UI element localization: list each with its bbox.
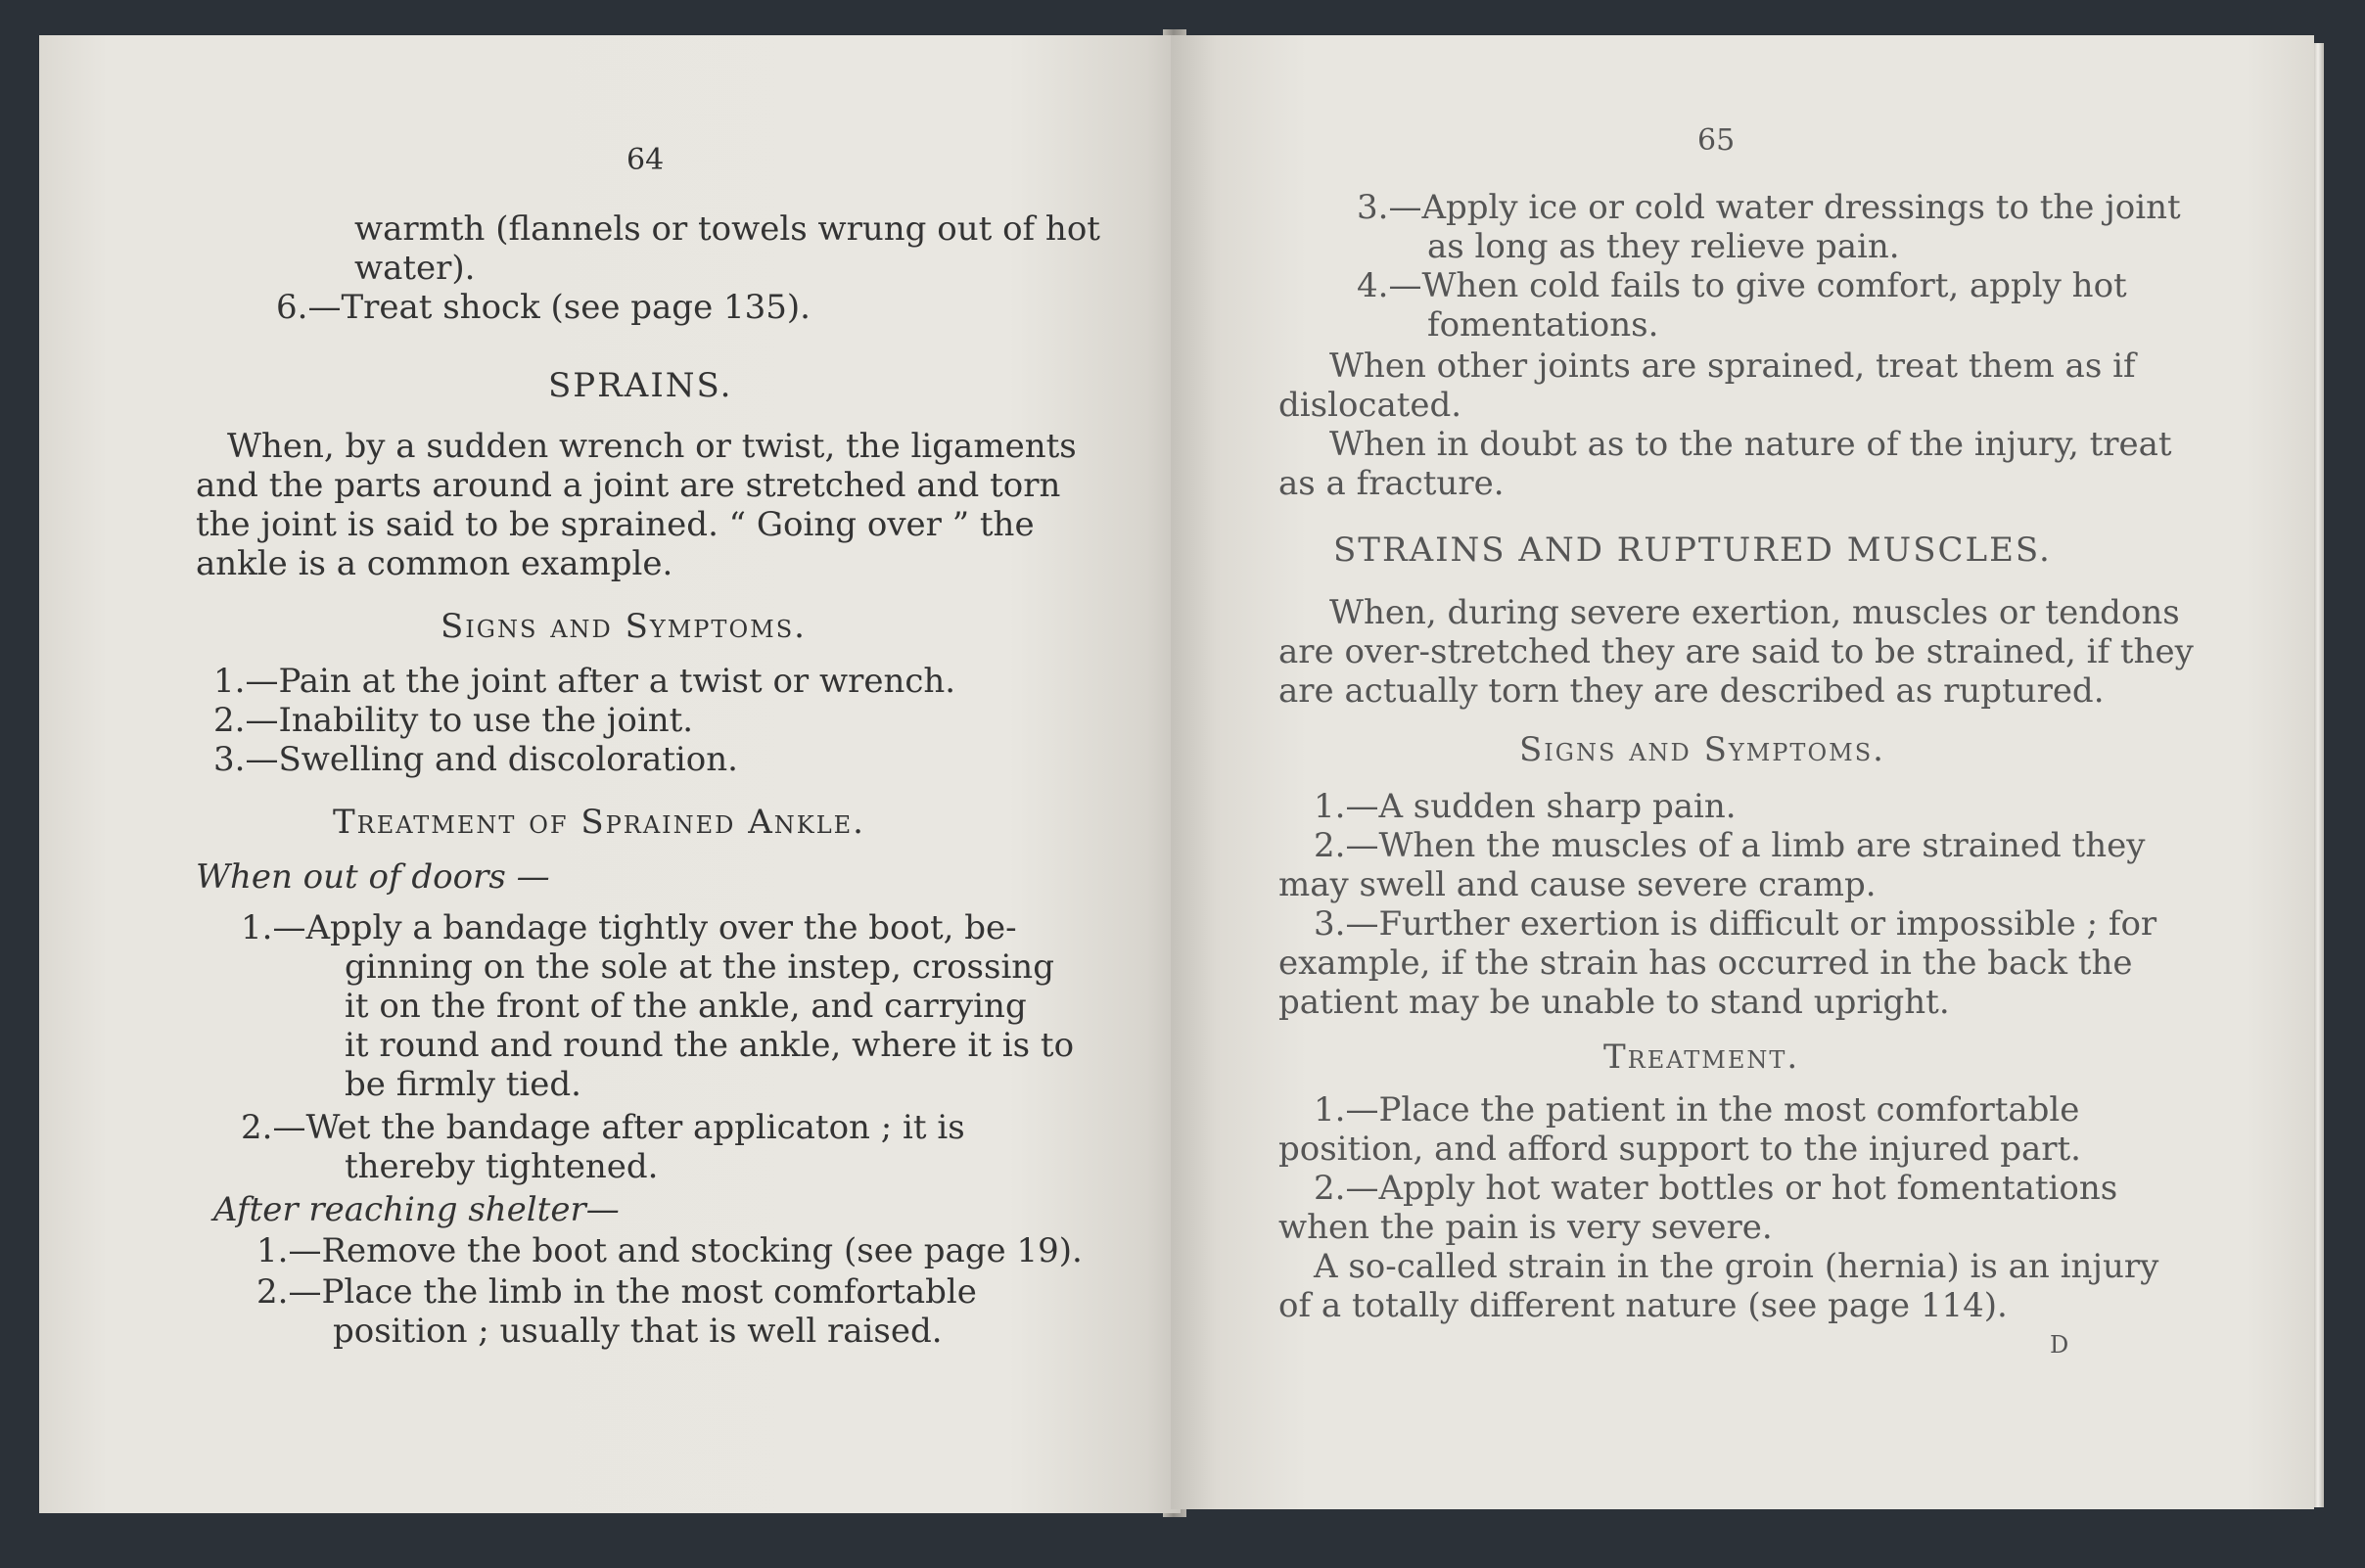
list-item: 4.—When cold fails to give comfort, apply hot — [1357, 266, 2127, 305]
list-item: 2.—When the muscles of a limb are strained they — [1314, 826, 2146, 865]
section-heading: SPRAINS. — [548, 366, 733, 405]
text-line: it round and round the ankle, where it is to — [345, 1026, 1075, 1065]
list-item: 1.—Place the patient in the most comfortable — [1314, 1090, 2080, 1130]
list-item: 1.—Apply a bandage tightly over the boot, be- — [241, 908, 1017, 947]
text-line: thereby tightened. — [345, 1147, 659, 1186]
italic-subheading: After reaching shelter— — [213, 1190, 620, 1229]
text-line: as long as they relieve pain. — [1427, 227, 1900, 266]
text-line: ginning on the sole at the instep, crossing — [345, 947, 1054, 987]
list-item: 1.—Remove the boot and stocking (see page 19). — [256, 1231, 1083, 1270]
subsection-heading: Treatment of Sprained Ankle. — [333, 803, 865, 842]
text-line: and the parts around a joint are stretched and torn — [196, 466, 1061, 505]
subsection-heading: Signs and Symptoms. — [441, 607, 807, 646]
page-edges — [2314, 43, 2324, 1507]
left-page — [39, 35, 1181, 1513]
text-line: be firmly tied. — [345, 1065, 581, 1104]
text-line: when the pain is very severe. — [1278, 1208, 1773, 1247]
text-line: position, and afford support to the injured part. — [1278, 1130, 2081, 1169]
text-line: it on the front of the ankle, and carrying — [345, 987, 1027, 1026]
subsection-heading: Signs and Symptoms. — [1519, 730, 1885, 769]
subsection-heading: Treatment. — [1603, 1038, 1800, 1077]
list-item: 3.—Further exertion is difficult or impossible ; for — [1314, 904, 2157, 944]
text-line: position ; usually that is well raised. — [333, 1312, 943, 1351]
text-line: water). — [354, 249, 476, 288]
list-item: 1.—A sudden sharp pain. — [1314, 787, 1737, 826]
text-line: are actually torn they are described as ruptured. — [1278, 671, 2105, 711]
list-item: 3.—Apply ice or cold water dressings to the joint — [1357, 188, 2181, 227]
text-line: of a totally different nature (see page 114). — [1278, 1286, 2008, 1325]
text-line: as a fracture. — [1278, 464, 1505, 503]
list-item: 2.—Wet the bandage after applicaton ; it is — [241, 1108, 965, 1147]
list-item: 2.—Apply hot water bottles or hot fomentations — [1314, 1169, 2118, 1208]
text-line: 6.—Treat shock (see page 135). — [276, 288, 811, 327]
section-heading: STRAINS AND RUPTURED MUSCLES. — [1333, 530, 2052, 570]
page-number: 65 — [1697, 123, 1736, 158]
list-item: 3.—Swelling and discoloration. — [213, 740, 738, 779]
text-line: are over-stretched they are said to be strained, if they — [1278, 632, 2194, 671]
right-page — [1171, 35, 2314, 1509]
page-number: 64 — [626, 143, 665, 177]
text-line: warmth (flannels or towels wrung out of hot — [354, 209, 1100, 249]
text-line: When in doubt as to the nature of the injury, treat — [1329, 425, 2172, 464]
text-line: patient may be unable to stand upright. — [1278, 983, 1950, 1022]
text-line: When, during severe exertion, muscles or tendons — [1329, 593, 2180, 632]
text-line: example, if the strain has occurred in the back the — [1278, 944, 2133, 983]
signature-mark: D — [2050, 1331, 2069, 1359]
text-line: A so-called strain in the groin (hernia) is an injury — [1314, 1247, 2159, 1286]
text-line: When, by a sudden wrench or twist, the ligaments — [227, 427, 1077, 466]
italic-subheading: When out of doors — — [196, 857, 550, 897]
text-line: the joint is said to be sprained. “ Going over ” the — [196, 505, 1035, 544]
text-line: may swell and cause severe cramp. — [1278, 865, 1877, 904]
text-line: ankle is a common example. — [196, 544, 673, 583]
list-item: 2.—Inability to use the joint. — [213, 701, 694, 740]
list-item: 2.—Place the limb in the most comfortable — [256, 1272, 977, 1312]
list-item: 1.—Pain at the joint after a twist or wrench. — [213, 662, 956, 701]
text-line: When other joints are sprained, treat them as if — [1329, 346, 2136, 386]
text-line: dislocated. — [1278, 386, 1462, 425]
text-line: fomentations. — [1427, 305, 1659, 345]
